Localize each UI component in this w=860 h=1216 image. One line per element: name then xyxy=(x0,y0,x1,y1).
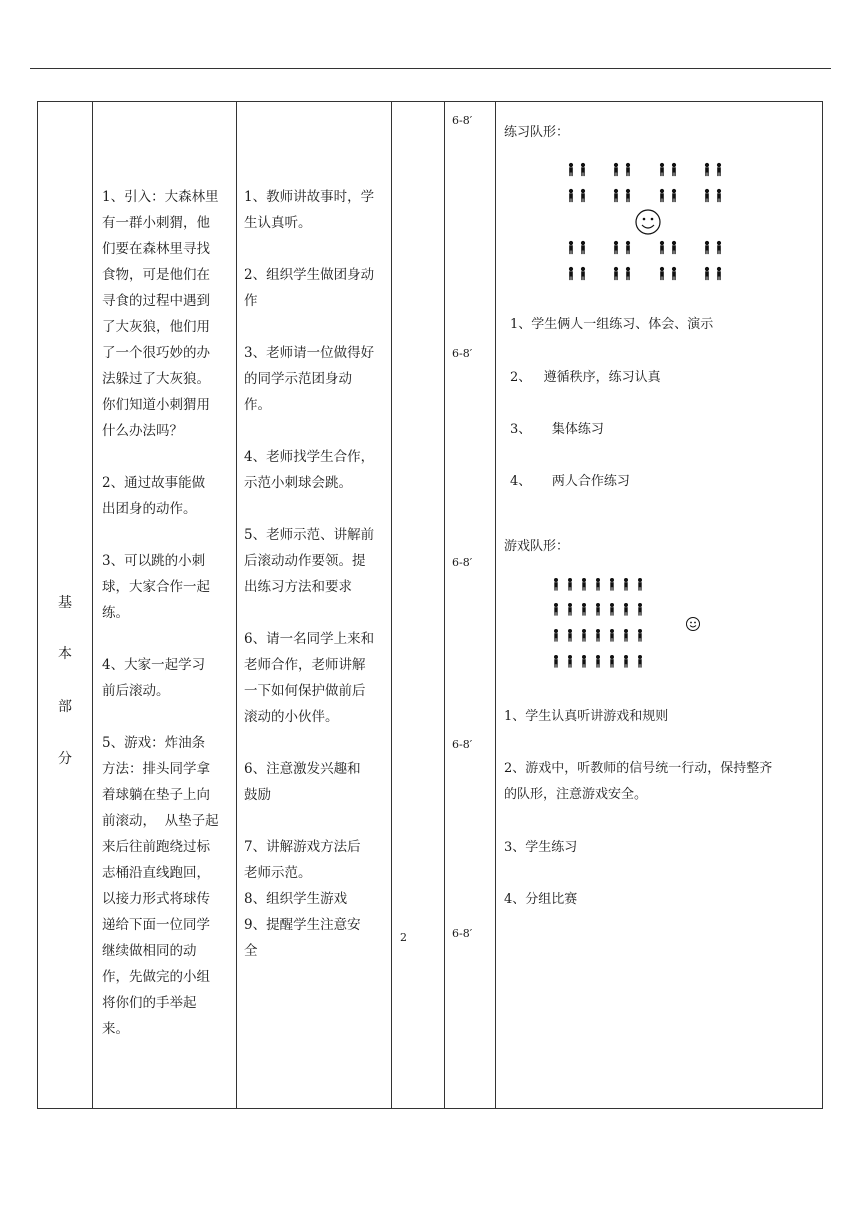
game-item: 1、学生认真听讲游戏和规则 xyxy=(504,709,669,724)
column-divider xyxy=(495,102,496,1108)
column-divider xyxy=(92,102,93,1108)
teacher-smiley-icon xyxy=(636,210,660,234)
practice-formation-title: 练习队形： xyxy=(504,125,570,140)
content-item-roll: 4、大家一起学习 前后滚动。 xyxy=(102,657,206,699)
teacher-item: 2、组织学生做团身动 作 xyxy=(244,267,375,309)
student-lines xyxy=(554,578,642,668)
student-rows-bottom xyxy=(569,241,721,280)
teacher-smiley-icon xyxy=(687,618,700,631)
practice-item: 4、 两人合作练习 xyxy=(510,474,630,489)
lesson-plan-table xyxy=(37,101,823,1109)
content-item-ball: 3、可以跳的小刺 球，大家合作一起 练。 xyxy=(102,553,210,621)
teacher-item: 5、老师示范、讲解前 后滚动动作要领。提 出练习方法和要求 xyxy=(244,527,375,595)
time-value: 6-8′ xyxy=(452,347,473,360)
content-item-tuck: 2、通过故事能做 出团身的动作。 xyxy=(102,475,206,517)
teacher-item: 7、讲解游戏方法后 老师示范。 8、组织学生游戏 9、提醒学生注意安 全 xyxy=(244,839,361,959)
column-divider xyxy=(391,102,392,1108)
header-rule xyxy=(30,68,831,69)
game-item: 4、分组比赛 xyxy=(504,892,578,907)
teacher-item: 3、老师请一位做得好 的同学示范团身动 作。 xyxy=(244,345,375,413)
game-item: 3、学生练习 xyxy=(504,840,578,855)
time-value: 6-8′ xyxy=(452,556,473,569)
practice-item: 3、 集体练习 xyxy=(510,422,604,437)
column-divider xyxy=(444,102,445,1108)
game-item: 2、游戏中，听教师的信号统一行动，保持整齐 的队形，注意游戏安全。 xyxy=(504,761,773,802)
time-value: 6-8′ xyxy=(452,114,473,127)
column-divider xyxy=(236,102,237,1108)
game-formation-title: 游戏队形： xyxy=(504,539,570,554)
teacher-item: 6、请一名同学上来和 老师合作，老师讲解 一下如何保护做前后 滚动的小伙伴。 xyxy=(244,631,375,725)
teacher-item: 4、老师找学生合作， 示范小刺球会跳。 xyxy=(244,449,375,491)
section-label-char: 本 xyxy=(58,646,72,662)
student-rows-top xyxy=(569,163,721,202)
time-value: 6-8′ xyxy=(452,738,473,751)
section-label-char: 基 xyxy=(58,595,72,611)
section-label-char: 分 xyxy=(58,751,72,767)
teacher-item: 6、注意激发兴趣和 鼓励 xyxy=(244,761,361,803)
teacher-item: 1、教师讲故事时，学 生认真听。 xyxy=(244,189,375,231)
content-item-intro: 1、引入：大森林里 有一群小刺猬，他 们要在森林里寻找 食物，可是他们在 寻食的过程中遇到 了大灰狼，他们用 了一个很巧妙的办 法躲过了大灰狼。 你们知道小刺猬用 什么办法吗？ xyxy=(102,189,219,439)
practice-formation-diagram xyxy=(558,157,738,287)
practice-item: 1、学生俩人一组练习、体会、演示 xyxy=(510,317,714,332)
game-formation-diagram xyxy=(548,574,728,674)
practice-item: 2、 遵循秩序，练习认真 xyxy=(510,370,661,385)
time-value: 6-8′ xyxy=(452,927,473,940)
content-item-game: 5、游戏：炸油条 方法：排头同学拿 着球躺在垫子上向 前滚动， 从垫子起 来后往前跑绕过标 志桶沿直线跑回， 以接力形式将球传 递给下面一位同学 继续做相同的动 作，先做完的小组 将你们的手举起 来。 xyxy=(102,735,219,1037)
section-label-char: 部 xyxy=(58,699,72,715)
count-value: 2 xyxy=(400,931,407,944)
